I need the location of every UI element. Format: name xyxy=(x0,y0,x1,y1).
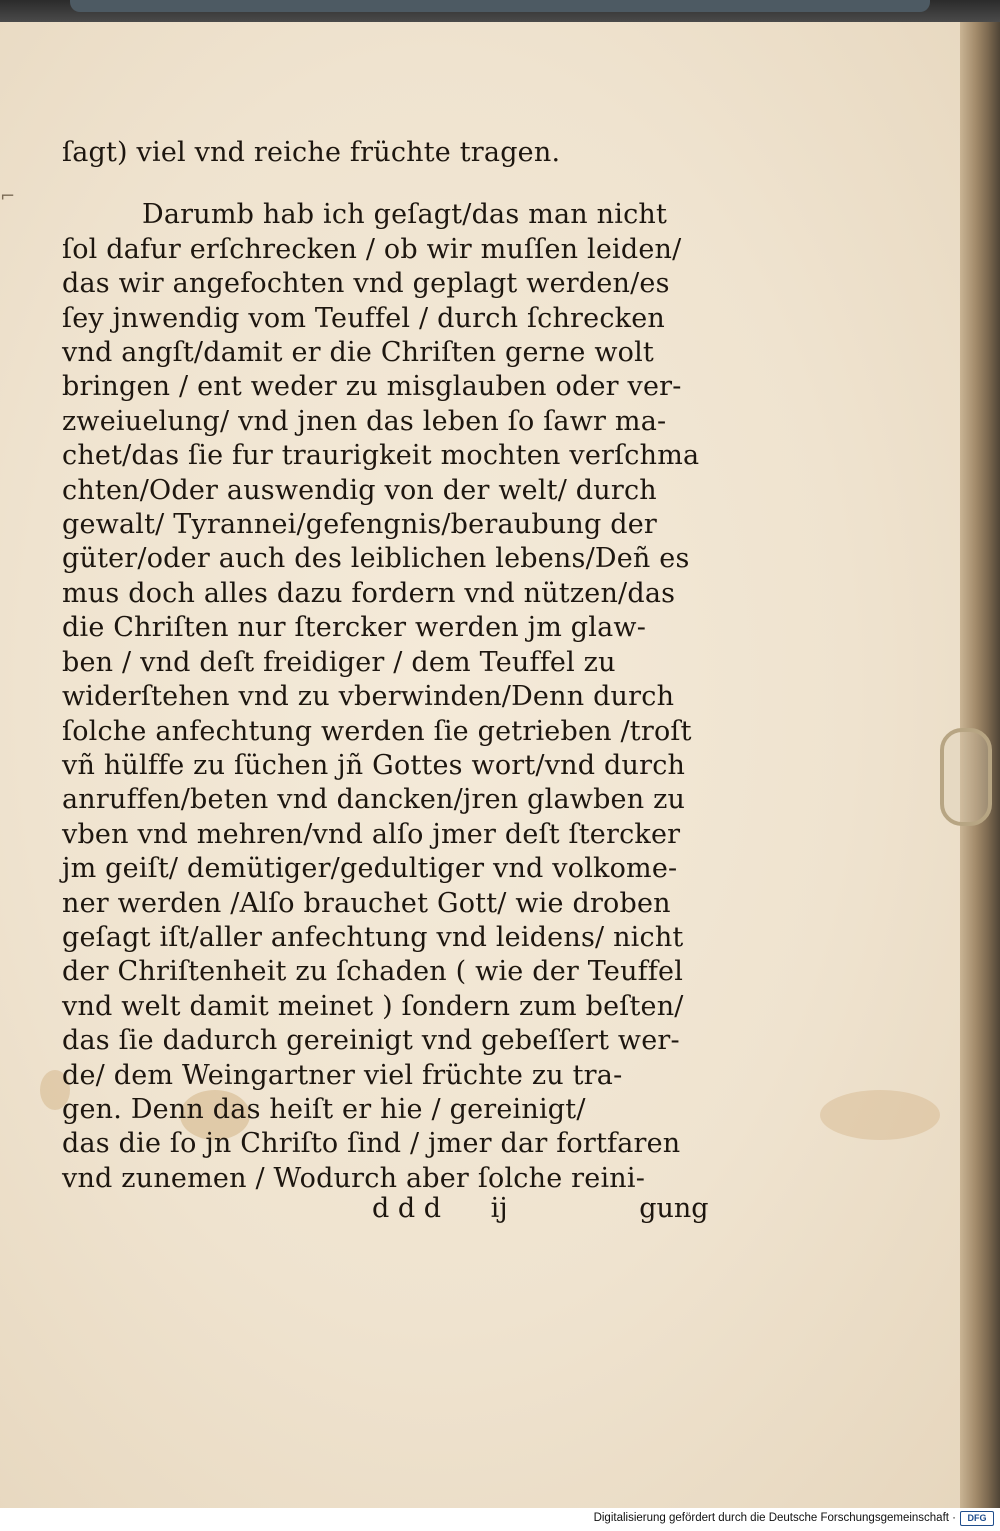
text-line: anruffen/beten vnd dancken/jren glawben zu xyxy=(62,784,686,816)
text-line: vnd zunemen / Wodurch aber ſolche reini- xyxy=(62,1162,646,1194)
text-line: gen. Denn das heiſt er hie / gereinigt/ xyxy=(62,1093,586,1125)
text-line: ben / vnd deſt freidiger / dem Teuffel zu xyxy=(62,646,616,678)
text-line: ſolche anfechtung werden ſie getrieben /troſt xyxy=(62,715,692,747)
text-line: das ſie dadurch gereinigt vnd gebeſſert wer- xyxy=(62,1025,680,1057)
text-line-first: ſagt) viel vnd reiche früchte tragen. xyxy=(62,137,561,168)
text-line: die Chriſten nur ſtercker werden jm glaw- xyxy=(62,612,647,644)
text-line: chet/das ſie fur traurigkeit mochten verſchma xyxy=(62,440,700,472)
text-line: ſol dafur erſchrecken / ob wir muſſen leiden/ xyxy=(62,233,682,265)
text-line: Darumb hab ich geſagt/das man nicht xyxy=(142,199,668,231)
text-line: jm geiſt/ demütiger/gedultiger vnd volkome- xyxy=(62,853,678,885)
text-line: chten/Oder auswendig von der welt/ durch xyxy=(62,474,657,506)
text-line: zweiuelung/ vnd jnen das leben ſo ſawr ma- xyxy=(62,405,667,437)
funding-credit: Digitalisierung gefördert durch die Deutsche Forschungsgemeinschaft · xyxy=(593,1512,956,1524)
catchword: gung xyxy=(639,1193,709,1224)
text-line: vñ hülffe zu ſüchen jñ Gottes wort/vnd durch xyxy=(62,749,686,781)
text-line: geſagt iſt/aller anfechtung vnd leidens/ nicht xyxy=(62,921,684,953)
text-line: bringen / ent weder zu misglauben oder ver- xyxy=(62,371,682,403)
signature-line xyxy=(372,1192,709,1226)
text-line: güter/oder auch des leiblichen lebens/Deñ es xyxy=(62,543,690,575)
body-text xyxy=(62,136,722,1196)
margin-mark: ⌐ xyxy=(0,186,16,207)
text-line: vnd welt damit meinet ) ſondern zum beſten/ xyxy=(62,990,684,1022)
footer-bar xyxy=(0,1508,1000,1531)
book-clasp-tab xyxy=(940,728,992,826)
text-line: der Chriſtenheit zu ſchaden ( wie der Teuffel xyxy=(62,956,684,988)
text-line: widerſtehen vnd zu vberwinden/Denn durch xyxy=(62,681,675,713)
text-line: gewalt/ Tyrannei/gefengnis/beraubung der xyxy=(62,509,658,541)
signature-mark: d d d xyxy=(372,1193,442,1224)
text-line: vben vnd mehren/vnd alſo jmer deſt ſtercker xyxy=(62,818,681,850)
text-line: ner werden /Alſo brauchet Gott/ wie droben xyxy=(62,887,671,919)
signature-number: ij xyxy=(490,1193,508,1224)
text-line: vnd angſt/damit er die Chriſten gerne wolt xyxy=(62,337,654,369)
text-line: ſey jnwendig vom Teuffel / durch ſchrecken xyxy=(62,302,665,334)
text-line: das die ſo jn Chriſto ſind / jmer dar fortfaren xyxy=(62,1128,681,1160)
text-line: das wir angefochten vnd geplagt werden/es xyxy=(62,268,670,300)
paper-stain xyxy=(820,1090,940,1140)
book-binding-strip xyxy=(70,0,930,12)
book-top-edge xyxy=(0,0,1000,22)
text-line: mus doch alles dazu fordern vnd nützen/das xyxy=(62,577,676,609)
dfg-logo-icon: DFG xyxy=(960,1511,994,1526)
text-line: de/ dem Weingartner viel früchte zu tra- xyxy=(62,1059,623,1091)
